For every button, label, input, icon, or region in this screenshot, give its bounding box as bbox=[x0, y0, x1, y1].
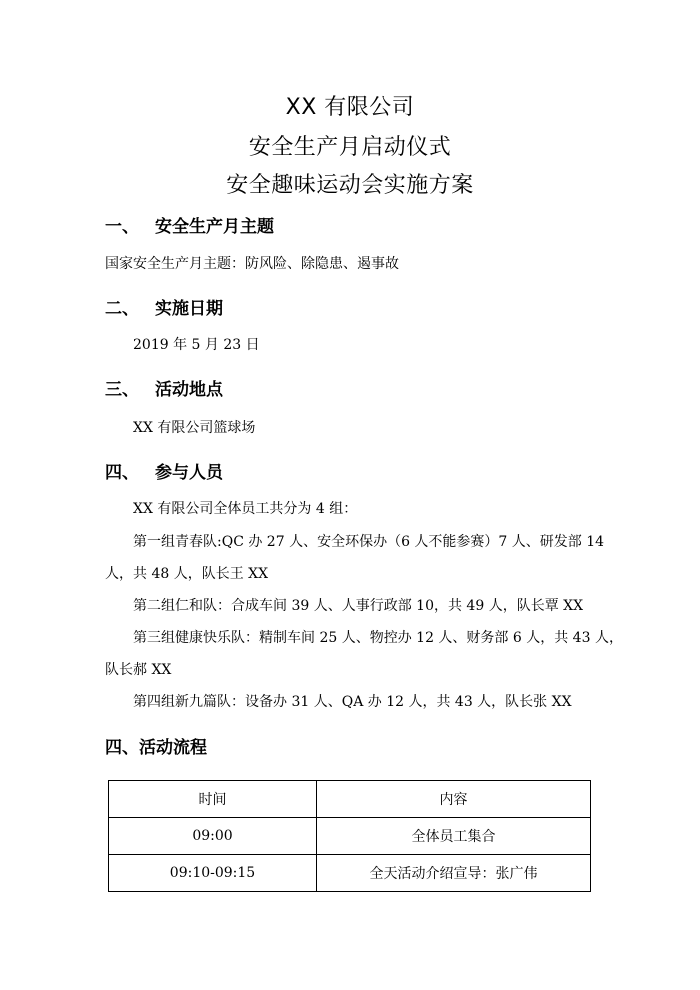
section-heading-date bbox=[105, 294, 223, 319]
table-header-row bbox=[109, 781, 591, 818]
group1-line1: 第一组青春队:QC 办 27 人、安全环保办（6 人不能参赛）7 人、研发部 14 bbox=[133, 534, 605, 550]
group3-line1: 第三组健康快乐队：精制车间 25 人、物控办 12 人、财务部 6 人，共 43 人， bbox=[133, 630, 623, 646]
section-title: 安全生产月主题 bbox=[155, 217, 274, 237]
date-text: 2019 年 5 月 23 日 bbox=[133, 337, 260, 353]
plan-title: 安全趣味运动会实施方案 bbox=[226, 173, 474, 198]
cell-time: 09:00 bbox=[109, 818, 317, 855]
section-title: 活动地点 bbox=[155, 380, 223, 400]
section-title: 参与人员 bbox=[155, 463, 223, 483]
section-number: 二、 bbox=[105, 299, 139, 319]
section-heading-participants bbox=[105, 458, 223, 483]
company-title: XX 有限公司 bbox=[285, 95, 415, 120]
table-row bbox=[109, 818, 591, 855]
group3-line2: 队长郝 XX bbox=[105, 662, 172, 678]
header-time: 时间 bbox=[109, 781, 317, 818]
location-text: XX 有限公司篮球场 bbox=[133, 420, 256, 436]
group4-text: 第四组新九篇队：设备办 31 人、QA 办 12 人，共 43 人，队长张 XX bbox=[133, 694, 572, 710]
header-content: 内容 bbox=[317, 781, 591, 818]
cell-content: 全天活动介绍宣导：张广伟 bbox=[317, 855, 591, 892]
section-number: 三、 bbox=[105, 380, 139, 400]
section-number: 四、 bbox=[105, 463, 139, 483]
cell-time: 09:10-09:15 bbox=[109, 855, 317, 892]
cell-content: 全体员工集合 bbox=[317, 818, 591, 855]
participants-intro: XX 有限公司全体员工共分为 4 组： bbox=[133, 501, 358, 517]
section-number: 一、 bbox=[105, 217, 139, 237]
table-row bbox=[109, 855, 591, 892]
theme-text: 国家安全生产月主题：防风险、除隐患、遏事故 bbox=[105, 256, 399, 272]
section-heading-theme bbox=[105, 212, 274, 237]
event-title: 安全生产月启动仪式 bbox=[248, 135, 452, 160]
section-title: 实施日期 bbox=[155, 299, 223, 319]
group2-text: 第二组仁和队：合成车间 39 人、人事行政部 10，共 49 人，队长覃 XX bbox=[133, 598, 584, 614]
group1-line2: 人，共 48 人，队长王 XX bbox=[105, 566, 269, 582]
flow-table bbox=[108, 780, 591, 892]
section-heading-flow: 四、活动流程 bbox=[105, 738, 207, 758]
section-heading-location bbox=[105, 375, 223, 400]
